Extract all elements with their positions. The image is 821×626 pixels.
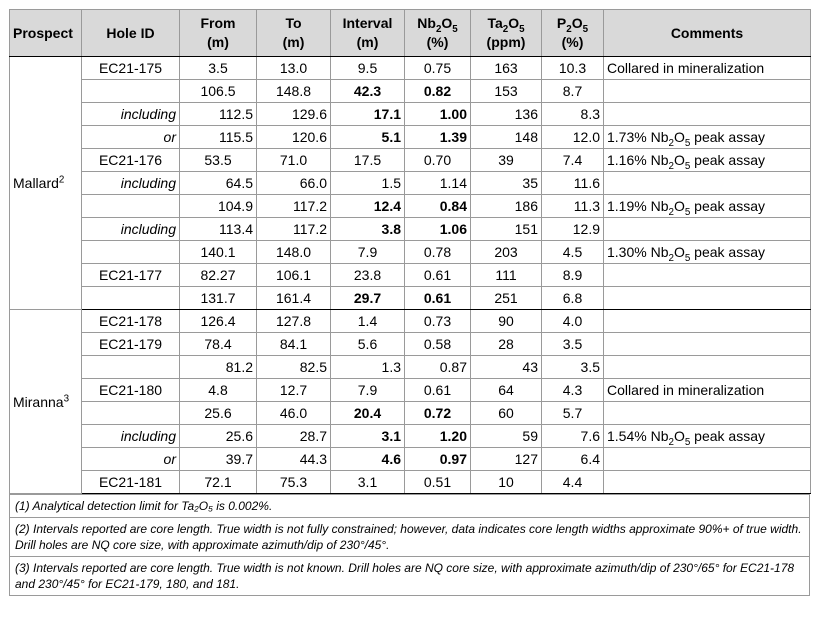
to-cell: 71.0 — [257, 149, 331, 172]
from-cell: 126.4 — [180, 310, 257, 333]
footnote-3: (3) Intervals reported are core length. True width is not known. Drill holes are NQ core size, with approximate azimuth/dip of 230°/65° for EC21-178 and 230°/45° for EC21-179, 180, and 181. — [10, 557, 810, 596]
table-row — [10, 356, 811, 379]
from-cell: 113.4 — [180, 218, 257, 241]
p2o5-cell: 12.0 — [542, 126, 604, 149]
to-cell: 46.0 — [257, 402, 331, 425]
footnote-row — [10, 557, 810, 596]
table-row — [10, 333, 811, 356]
comment-cell — [604, 333, 811, 356]
header-ta2o5: $Ta_2O_5$ (ppm) — [471, 10, 542, 57]
interval-cell: 3.1 — [331, 471, 405, 494]
p2o5-cell: 4.4 — [542, 471, 604, 494]
header-hole-id: Hole ID — [82, 10, 180, 57]
interval-cell: 23.8 — [331, 264, 405, 287]
from-cell: 3.5 — [180, 57, 257, 80]
hole-id-cell: EC21-175 — [82, 57, 180, 80]
interval-cell: 42.3 — [331, 80, 405, 103]
ta2o5-cell: 186 — [471, 195, 542, 218]
ta2o5-cell: 35 — [471, 172, 542, 195]
p2o5-cell: 10.3 — [542, 57, 604, 80]
comment-cell — [604, 471, 811, 494]
table-row — [10, 57, 811, 80]
hole-id-cell: EC21-180 — [82, 379, 180, 402]
ta2o5-cell: 251 — [471, 287, 542, 310]
p2o5-cell: 8.3 — [542, 103, 604, 126]
from-cell: 112.5 — [180, 103, 257, 126]
ta2o5-cell: 136 — [471, 103, 542, 126]
nb2o5-cell: 0.61 — [405, 379, 471, 402]
table-row — [10, 425, 811, 448]
hole-id-cell — [82, 241, 180, 264]
footnote-row — [10, 495, 810, 518]
nb2o5-cell: 0.87 — [405, 356, 471, 379]
ta2o5-cell: 153 — [471, 80, 542, 103]
nb2o5-cell: 1.06 — [405, 218, 471, 241]
qualifier-cell: including — [82, 425, 180, 448]
to-cell: 75.3 — [257, 471, 331, 494]
footnotes — [9, 494, 810, 596]
comment-cell — [604, 402, 811, 425]
nb2o5-cell: 1.00 — [405, 103, 471, 126]
nb2o5-cell: 0.61 — [405, 287, 471, 310]
to-cell: 127.8 — [257, 310, 331, 333]
hole-id-cell: EC21-179 — [82, 333, 180, 356]
nb2o5-cell: 0.70 — [405, 149, 471, 172]
ta2o5-cell: 163 — [471, 57, 542, 80]
qualifier-cell: or — [82, 448, 180, 471]
p2o5-cell: 8.9 — [542, 264, 604, 287]
comment-cell: 1.30% $Nb_2O_5$ peak assay — [604, 241, 811, 264]
interval-cell: 17.5 — [331, 149, 405, 172]
ta2o5-cell: 151 — [471, 218, 542, 241]
hole-id-cell: EC21-177 — [82, 264, 180, 287]
comment-cell — [604, 356, 811, 379]
table-row — [10, 80, 811, 103]
table-row — [10, 264, 811, 287]
to-cell: 117.2 — [257, 195, 331, 218]
interval-cell: 7.9 — [331, 379, 405, 402]
ta2o5-cell: 43 — [471, 356, 542, 379]
from-cell: 53.5 — [180, 149, 257, 172]
prospect-cell: Mallard$^2$ — [10, 57, 82, 310]
to-cell: 28.7 — [257, 425, 331, 448]
hole-id-cell: EC21-181 — [82, 471, 180, 494]
table-row — [10, 448, 811, 471]
header-interval: Interval (m) — [331, 10, 405, 57]
from-cell: 81.2 — [180, 356, 257, 379]
header-nb2o5: $Nb_2O_5$ (%) — [405, 10, 471, 57]
p2o5-cell: 6.8 — [542, 287, 604, 310]
qualifier-cell: including — [82, 218, 180, 241]
hole-id-cell — [82, 195, 180, 218]
from-cell: 140.1 — [180, 241, 257, 264]
to-cell: 66.0 — [257, 172, 331, 195]
interval-cell: 20.4 — [331, 402, 405, 425]
p2o5-cell: 6.4 — [542, 448, 604, 471]
hole-id-cell — [82, 402, 180, 425]
table-row — [10, 172, 811, 195]
p2o5-cell: 7.6 — [542, 425, 604, 448]
nb2o5-cell: 1.20 — [405, 425, 471, 448]
nb2o5-cell: 0.72 — [405, 402, 471, 425]
from-cell: 72.1 — [180, 471, 257, 494]
comment-cell — [604, 218, 811, 241]
footnote-row — [10, 518, 810, 557]
interval-cell: 1.4 — [331, 310, 405, 333]
p2o5-cell: 12.9 — [542, 218, 604, 241]
table-row — [10, 310, 811, 333]
ta2o5-cell: 60 — [471, 402, 542, 425]
p2o5-cell: 5.7 — [542, 402, 604, 425]
hole-id-cell: EC21-176 — [82, 149, 180, 172]
from-cell: 4.8 — [180, 379, 257, 402]
interval-cell: 3.1 — [331, 425, 405, 448]
ta2o5-cell: 148 — [471, 126, 542, 149]
table-row — [10, 195, 811, 218]
interval-cell: 1.3 — [331, 356, 405, 379]
ta2o5-cell: 127 — [471, 448, 542, 471]
ta2o5-cell: 64 — [471, 379, 542, 402]
p2o5-cell: 3.5 — [542, 356, 604, 379]
p2o5-cell: 11.6 — [542, 172, 604, 195]
comment-cell — [604, 310, 811, 333]
table-row — [10, 218, 811, 241]
header-to: To (m) — [257, 10, 331, 57]
from-cell: 104.9 — [180, 195, 257, 218]
from-cell: 64.5 — [180, 172, 257, 195]
comment-cell — [604, 264, 811, 287]
prospect-cell: Miranna$^3$ — [10, 310, 82, 494]
table-row — [10, 149, 811, 172]
ta2o5-cell: 111 — [471, 264, 542, 287]
interval-cell: 9.5 — [331, 57, 405, 80]
from-cell: 25.6 — [180, 425, 257, 448]
ta2o5-cell: 10 — [471, 471, 542, 494]
to-cell: 148.8 — [257, 80, 331, 103]
interval-cell: 3.8 — [331, 218, 405, 241]
ta2o5-cell: 90 — [471, 310, 542, 333]
comment-cell — [604, 172, 811, 195]
header-prospect: Prospect — [10, 10, 82, 57]
table-row — [10, 379, 811, 402]
from-cell: 39.7 — [180, 448, 257, 471]
to-cell: 12.7 — [257, 379, 331, 402]
assay-results-table — [9, 9, 811, 494]
table-header-row — [10, 10, 811, 57]
ta2o5-cell: 28 — [471, 333, 542, 356]
qualifier-cell: including — [82, 172, 180, 195]
table-body — [10, 57, 811, 494]
assay-results-document — [9, 9, 810, 596]
nb2o5-cell: 0.51 — [405, 471, 471, 494]
comment-cell: 1.16% $Nb_2O_5$ peak assay — [604, 149, 811, 172]
hole-id-cell — [82, 356, 180, 379]
header-comments: Comments — [604, 10, 811, 57]
p2o5-cell: 3.5 — [542, 333, 604, 356]
interval-cell: 12.4 — [331, 195, 405, 218]
qualifier-cell: or — [82, 126, 180, 149]
hole-id-cell: EC21-178 — [82, 310, 180, 333]
interval-cell: 17.1 — [331, 103, 405, 126]
to-cell: 82.5 — [257, 356, 331, 379]
qualifier-cell: including — [82, 103, 180, 126]
nb2o5-cell: 0.73 — [405, 310, 471, 333]
from-cell: 115.5 — [180, 126, 257, 149]
p2o5-cell: 4.3 — [542, 379, 604, 402]
interval-cell: 5.1 — [331, 126, 405, 149]
interval-cell: 1.5 — [331, 172, 405, 195]
from-cell: 106.5 — [180, 80, 257, 103]
comment-cell: 1.54% $Nb_2O_5$ peak assay — [604, 425, 811, 448]
nb2o5-cell: 1.14 — [405, 172, 471, 195]
comment-cell — [604, 103, 811, 126]
to-cell: 84.1 — [257, 333, 331, 356]
comment-cell: Collared in mineralization — [604, 379, 811, 402]
interval-cell: 5.6 — [331, 333, 405, 356]
p2o5-cell: 8.7 — [542, 80, 604, 103]
ta2o5-cell: 203 — [471, 241, 542, 264]
p2o5-cell: 7.4 — [542, 149, 604, 172]
nb2o5-cell: 0.82 — [405, 80, 471, 103]
ta2o5-cell: 59 — [471, 425, 542, 448]
interval-cell: 29.7 — [331, 287, 405, 310]
hole-id-cell — [82, 287, 180, 310]
from-cell: 25.6 — [180, 402, 257, 425]
nb2o5-cell: 0.97 — [405, 448, 471, 471]
header-p2o5: $P_2O_5$ (%) — [542, 10, 604, 57]
to-cell: 161.4 — [257, 287, 331, 310]
p2o5-cell: 4.5 — [542, 241, 604, 264]
table-row — [10, 471, 811, 494]
table-row — [10, 126, 811, 149]
comment-cell: 1.19% $Nb_2O_5$ peak assay — [604, 195, 811, 218]
table-row — [10, 287, 811, 310]
interval-cell: 4.6 — [331, 448, 405, 471]
table-row — [10, 241, 811, 264]
nb2o5-cell: 0.75 — [405, 57, 471, 80]
from-cell: 131.7 — [180, 287, 257, 310]
comment-cell — [604, 287, 811, 310]
interval-cell: 7.9 — [331, 241, 405, 264]
from-cell: 78.4 — [180, 333, 257, 356]
to-cell: 117.2 — [257, 218, 331, 241]
p2o5-cell: 11.3 — [542, 195, 604, 218]
hole-id-cell — [82, 80, 180, 103]
nb2o5-cell: 0.84 — [405, 195, 471, 218]
nb2o5-cell: 0.61 — [405, 264, 471, 287]
to-cell: 106.1 — [257, 264, 331, 287]
ta2o5-cell: 39 — [471, 149, 542, 172]
footnote-1: (1) Analytical detection limit for Ta₂O₅ is 0.002%. — [10, 495, 810, 518]
table-row — [10, 402, 811, 425]
to-cell: 129.6 — [257, 103, 331, 126]
to-cell: 44.3 — [257, 448, 331, 471]
nb2o5-cell: 0.78 — [405, 241, 471, 264]
to-cell: 120.6 — [257, 126, 331, 149]
table-row — [10, 103, 811, 126]
comment-cell — [604, 80, 811, 103]
comment-cell: 1.73% $Nb_2O_5$ peak assay — [604, 126, 811, 149]
comment-cell — [604, 448, 811, 471]
to-cell: 13.0 — [257, 57, 331, 80]
nb2o5-cell: 0.58 — [405, 333, 471, 356]
header-from: From (m) — [180, 10, 257, 57]
comment-cell: Collared in mineralization — [604, 57, 811, 80]
nb2o5-cell: 1.39 — [405, 126, 471, 149]
from-cell: 82.27 — [180, 264, 257, 287]
footnote-2: (2) Intervals reported are core length. True width is not fully constrained; however, data indicates core length widths approximate 90%+ of true width. Drill holes are NQ core size, with approximate azimuth/dip of 230°/45°. — [10, 518, 810, 557]
p2o5-cell: 4.0 — [542, 310, 604, 333]
to-cell: 148.0 — [257, 241, 331, 264]
